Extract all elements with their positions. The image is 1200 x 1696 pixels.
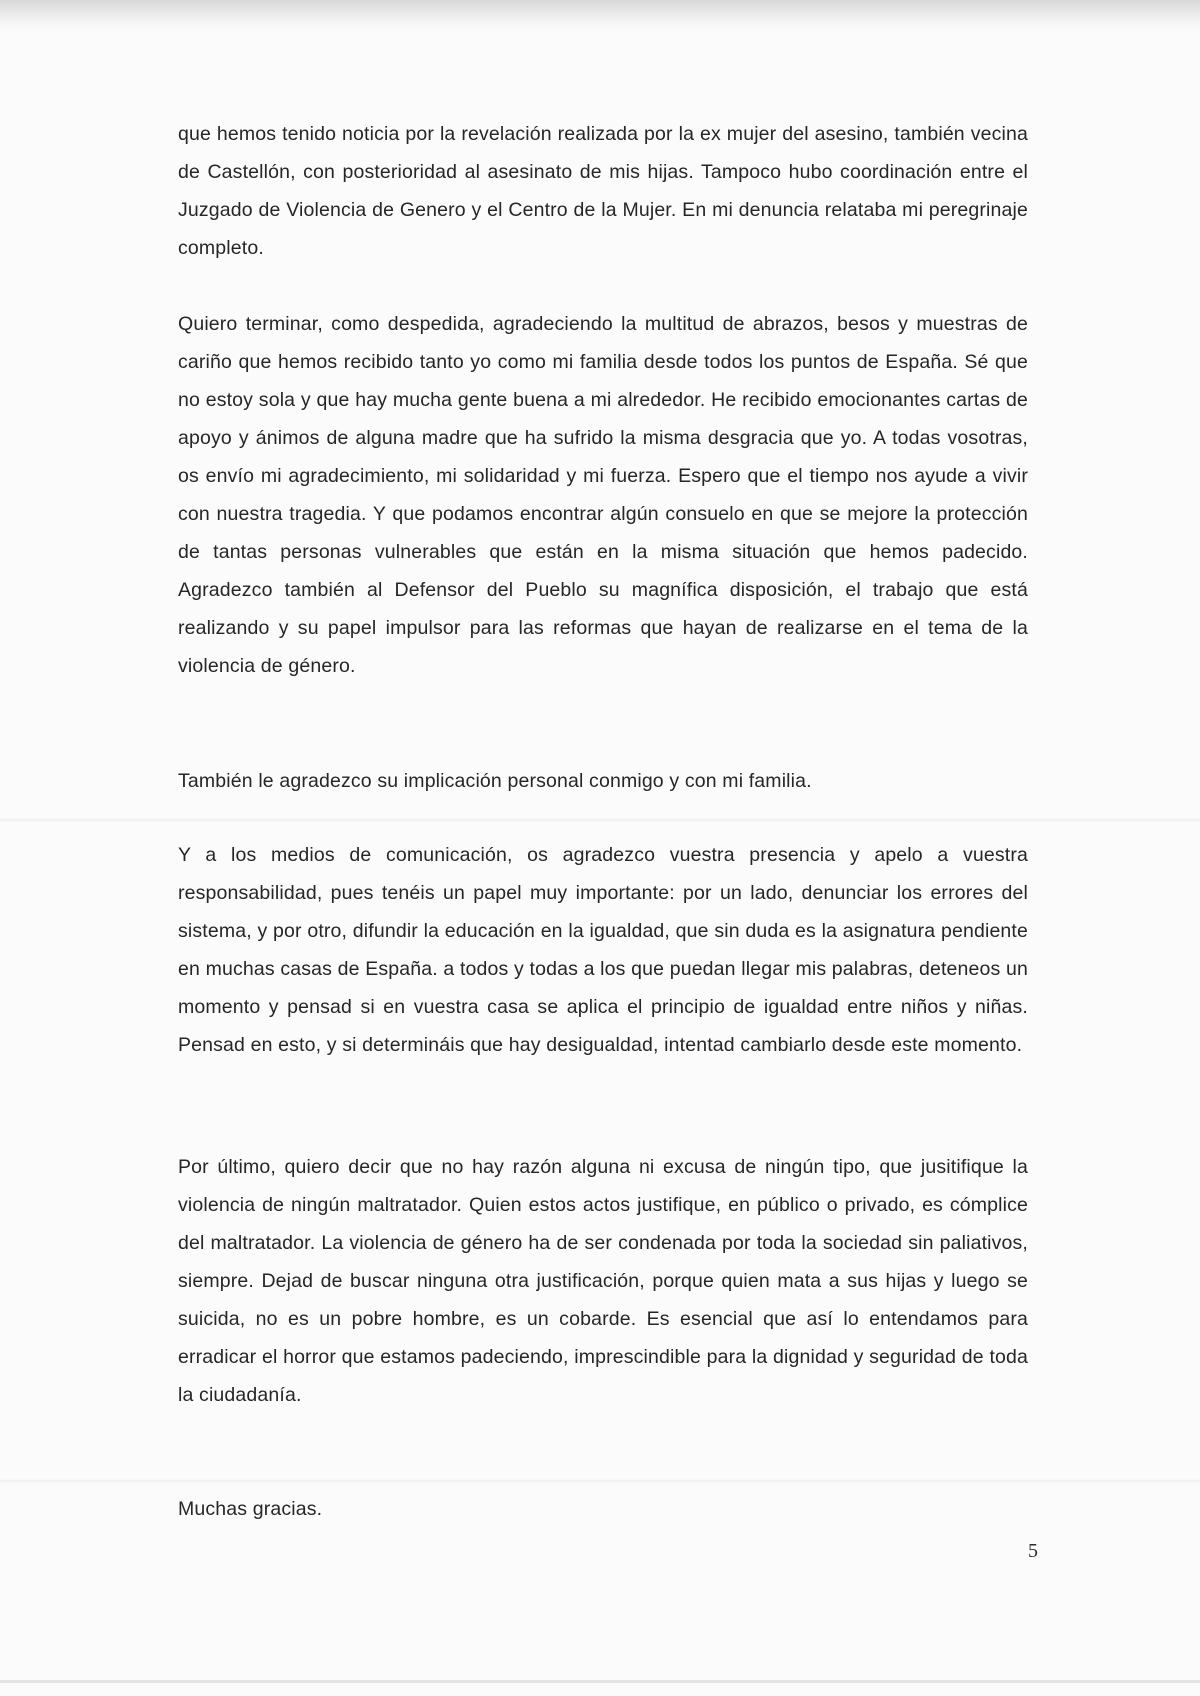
scan-bottom-edge [0, 1680, 1200, 1683]
scan-top-edge [0, 0, 1200, 30]
scan-fold-line [0, 1479, 1200, 1483]
paragraph-media: Y a los medios de comunicación, os agradezco vuestra presencia y apelo a vuestra responsabilidad, pues tenéis un papel muy importante: por un lado, denunciar los errores del sistema, y por otro, difundir la educación en la igualdad, que sin duda es la asignatura pendiente en muchas casas de España. a todos y todas a los que puedan llegar mis palabras, deteneos un momento y pensad si en vuestra casa se aplica el principio de igualdad entre niños y niñas. Pensad en esto, y si determináis que hay desigualdad, intentad cambiarlo desde este momento. [178, 844, 1028, 1056]
paragraph-farewell-thanks: Quiero terminar, como despedida, agradeciendo la multitud de abrazos, besos y muestras de cariño que hemos recibido tanto yo como mi familia desde todos los puntos de España. Sé que no estoy sola y que hay mucha gente buena a mi alrededor. He recibido emocionantes cartas de apoyo y ánimos de alguna madre que ha sufrido la misma desgracia que yo. A todas vosotras, os envío mi agradecimiento, mi solidaridad y mi fuerza. Espero que el tiempo nos ayude a vivir con nuestra tragedia. Y que podamos encontrar algún consuelo en que se mejore la protección de tantas personas vulnerables que están en la misma situación que hemos padecido. Agradezco también al Defensor del Pueblo su magnífica disposición, el trabajo que está realizando y su papel impulsor para las reformas que hayan de realizarse en el tema de la violencia de género. [178, 313, 1028, 677]
page-number: 5 [1028, 1540, 1038, 1562]
paragraph-closing: Muchas gracias. [178, 1498, 323, 1520]
paragraph-no-excuse: Por último, quiero decir que no hay razón alguna ni excusa de ningún tipo, que jusitifique la violencia de ningún maltratador. Quien estos actos justifique, en público o privado, es cómplice del maltratador. La violencia de género ha de ser condenada por toda la sociedad sin paliativos, siempre. Dejad de buscar ninguna otra justificación, porque quien mata a sus hijas y luego se suicida, no es un pobre hombre, es un cobarde. Es esencial que así lo entendamos para erradicar el horror que estamos padeciendo, imprescindible para la dignidad y seguridad de toda la ciudadanía. [178, 1156, 1028, 1406]
scan-fold-line [0, 818, 1200, 822]
paragraph-personal-thanks: También le agradezco su implicación personal conmigo y con mi familia. [178, 770, 812, 792]
paragraph-coordination: que hemos tenido noticia por la revelación realizada por la ex mujer del asesino, también vecina de Castellón, con posterioridad al asesinato de mis hijas. Tampoco hubo coordinación entre el Juzgado de Violencia de Genero y el Centro de la Mujer. En mi denuncia relataba mi peregrinaje completo. [178, 123, 1028, 259]
